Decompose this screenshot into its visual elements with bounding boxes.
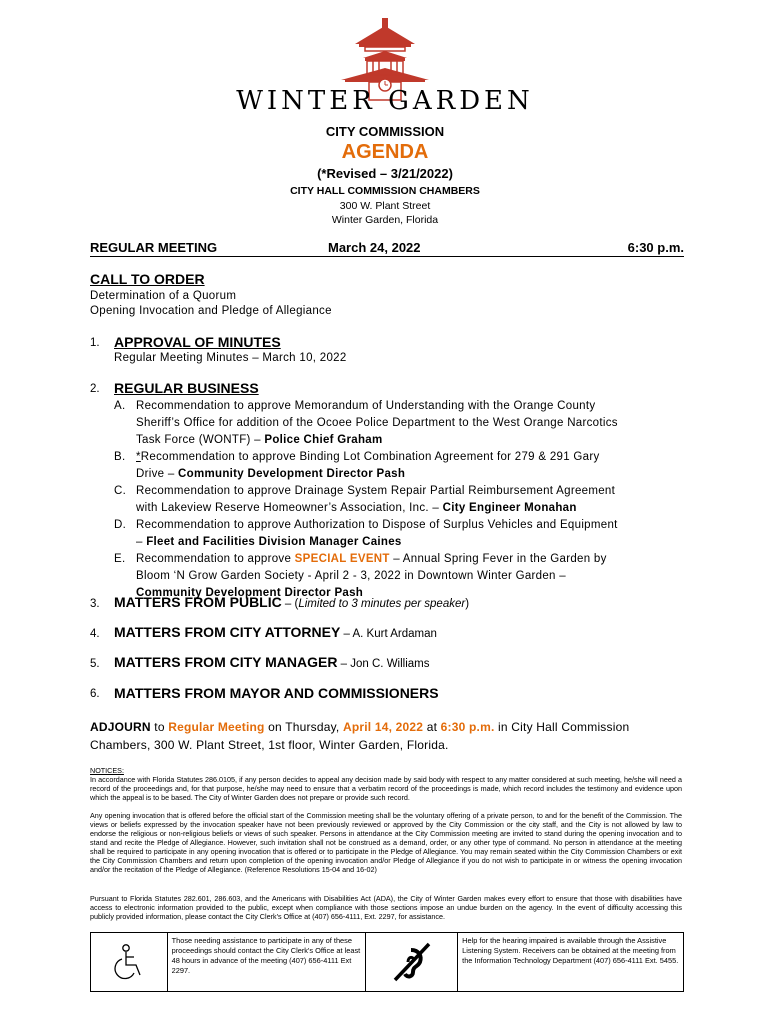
item-b-line-1: Recommendation to approve Binding Lot Combination Agreement for 279 & 291 Gary [140,451,600,463]
section-3 [114,594,469,610]
next-meeting-date: April 14, 2022 [343,720,424,734]
section-3-number: 3. [90,598,100,610]
assistance-boxes [90,932,684,992]
item-e-line-1b: – Annual Spring Fever in the Garden by [389,553,607,565]
list-item-d [136,517,684,551]
notices-heading: NOTICES: [90,766,124,775]
item-c-presenter: City Engineer Monahan [442,502,577,514]
hearing-cell [366,933,459,991]
call-to-order-line-2: Opening Invocation and Pledge of Allegiance [90,305,332,317]
item-b-line-2: Drive – [136,468,179,480]
item-a-line-2: Sheriff’s Office for addition of the Ocoee Police Department to the West Orange Narcotics [136,417,618,429]
address-line-2: Winter Garden, Florida [331,214,439,226]
section-4 [114,624,437,640]
item-d-line-1: Recommendation to approve Authorization to Dispose of Surplus Vehicles and Equipment [136,519,618,531]
address-line-1: 300 W. Plant Street [339,200,431,212]
item-c-line-1: Recommendation to approve Drainage System Repair Partial Reimbursement Agreement [136,485,616,497]
section-2-number: 2. [90,383,100,395]
item-d-letter: D. [114,519,127,531]
agenda-title: AGENDA [341,141,429,163]
item-e-line-1a: Recommendation to approve [136,553,295,565]
call-to-order-title: CALL TO ORDER [90,271,205,287]
assistance-text-cell [168,933,366,991]
section-2-title: REGULAR BUSINESS [114,380,259,396]
adjourn-text-4: in City Hall Commission [494,720,630,734]
adjourn-text-3: at [423,720,441,734]
chambers-label: CITY HALL COMMISSION CHAMBERS [290,185,480,197]
adjourn-text-2: on Thursday, [264,720,343,734]
list-item-a [136,398,684,449]
section-3-dash: – ( [281,598,299,610]
hearing-impaired-icon [389,940,433,984]
section-5-title: MATTERS FROM CITY MANAGER [114,654,338,670]
section-3-close: ) [465,598,470,610]
item-a-presenter: Police Chief Graham [264,434,383,446]
section-6-number: 6. [90,688,100,700]
adjourn-paragraph [90,718,684,754]
wordmark: WINTER GARDEN [236,86,534,116]
item-b-letter: B. [114,451,126,463]
notice-paragraph-2: Any opening invocation that is offered before the official start of the Commission meeting shall be the voluntary offering of a private person, to and for the benefit of the Commission. The views or beliefs expressed by the invocation speaker have not been previously reviewed or approved by the City Commission or the city staff, and the City is not allowed by law to endorse the religious or non-religious beliefs or views of such speaker. Persons in attendance at the City Commission meeting are invited to stand during the opening invocation and to stand and recite the Pledge of Allegiance. However, such invitation shall not be construed as a demand, order, or any other type of command. No person in attendance at the meeting shall be required to participate in any opening invocation that is offered or to participate in the Pledge of Allegiance. You may remain seated within the City Commission Chambers or exit the City Commission Chambers and return upon completion of the opening invocation and/or Pledge of Allegiance if you do not wish to participate in or witness the opening invocation and/or the recitation of the Pledge of Allegiance. (Reference Resolutions 15-04 and 16-02) [90,811,682,874]
special-event-badge: SPECIAL EVENT [294,553,390,565]
adjourn-line-2: Chambers, 300 W. Plant Street, 1st floor, Winter Garden, Florida. [90,738,449,752]
item-b-presenter: Community Development Director Pash [178,468,406,480]
section-4-person: – A. Kurt Ardaman [340,628,437,640]
hearing-text-cell [458,933,683,991]
next-meeting-time: 6:30 p.m. [440,720,495,734]
adjourn-label: ADJOURN [90,720,151,734]
section-3-note: Limited to 3 minutes per speaker [298,598,466,610]
section-1-sub: Regular Meeting Minutes – March 10, 2022 [114,352,347,364]
item-a-line-1: Recommendation to approve Memorandum of Understanding with the Orange County [136,400,596,412]
assistance-text: Those needing assistance to participate in any of these proceedings should contact the City Clerk's Office at least 48 hours in advance of the meeting (407) 656-4111 Ext 2297. [171,936,361,975]
section-5-person: – Jon C. Williams [337,658,430,670]
item-d-line-2: – [136,536,147,548]
item-c-letter: C. [114,485,127,497]
item-a-line-3: Task Force (WONTF) – [136,434,265,446]
revised-note: (*Revised – 3/21/2022) [317,166,453,181]
section-4-title: MATTERS FROM CITY ATTORNEY [114,624,341,640]
list-item-c [136,483,684,517]
item-e-presenter: Community Development Director Pash [136,587,364,599]
notice-paragraph-3: Pursuant to Florida Statutes 282.601, 286.603, and the Americans with Disabilities Act (ADA), the City of Winter Garden makes every effort to ensure that those with disabilities have access to electronic information provided to the public, except when compliance with those sections impose an undue burden on the agency. In the event of difficulty accessing this publicly provided information, please contact the City Clerk's Office at (407) 656-4111, Ext. 2297, for assistance. [90,894,682,921]
commission-heading: CITY COMMISSION [325,124,445,139]
meeting-date: March 24, 2022 [328,240,421,255]
meeting-time: 6:30 p.m. [627,240,684,255]
wheelchair-icon [112,943,146,981]
item-d-presenter: Fleet and Facilities Division Manager Caines [146,536,402,548]
call-to-order-line-1: Determination of a Quorum [90,290,237,302]
section-1-number: 1. [90,337,100,349]
item-a-letter: A. [114,400,126,412]
meeting-divider [90,256,684,257]
item-e-line-2: Bloom ‘N Grow Garden Society - April 2 - 3, 2022 in Downtown Winter Garden – [136,570,566,582]
section-6-title: MATTERS FROM MAYOR AND COMMISSIONERS [114,685,439,701]
meeting-type: REGULAR MEETING [90,240,218,255]
notice-paragraph-1: In accordance with Florida Statutes 286.0105, if any person decides to appeal any decision made by said body with respect to any matter considered at such meeting, he/she will need a record of the proceedings and, for that purpose, he/she may need to ensure that a verbatim record of the proceedings is made, which record includes the testimony and evidence upon which the appeal is to be based. The City of Winter Garden does not prepare or provide such record. [90,775,682,802]
item-b-revision-mark: * [136,451,141,463]
next-meeting-type: Regular Meeting [168,720,265,734]
hearing-assistance-text: Help for the hearing impaired is available through the Assistive Listening System. Receivers can be obtained at the meeting from the Information Technology Department (407) 656-4111 Ext. 5455. [462,936,679,965]
section-5-number: 5. [90,658,100,670]
section-5 [114,654,430,670]
item-c-line-2: with Lakeview Reserve Homeowner’s Association, Inc. – [136,502,443,514]
item-e-letter: E. [114,553,126,565]
section-4-number: 4. [90,628,100,640]
list-item-b [136,449,684,483]
section-1-title: APPROVAL OF MINUTES [114,334,281,350]
wheelchair-cell [91,933,168,991]
adjourn-text-1: to [150,720,169,734]
section-3-title: MATTERS FROM PUBLIC [114,594,282,610]
